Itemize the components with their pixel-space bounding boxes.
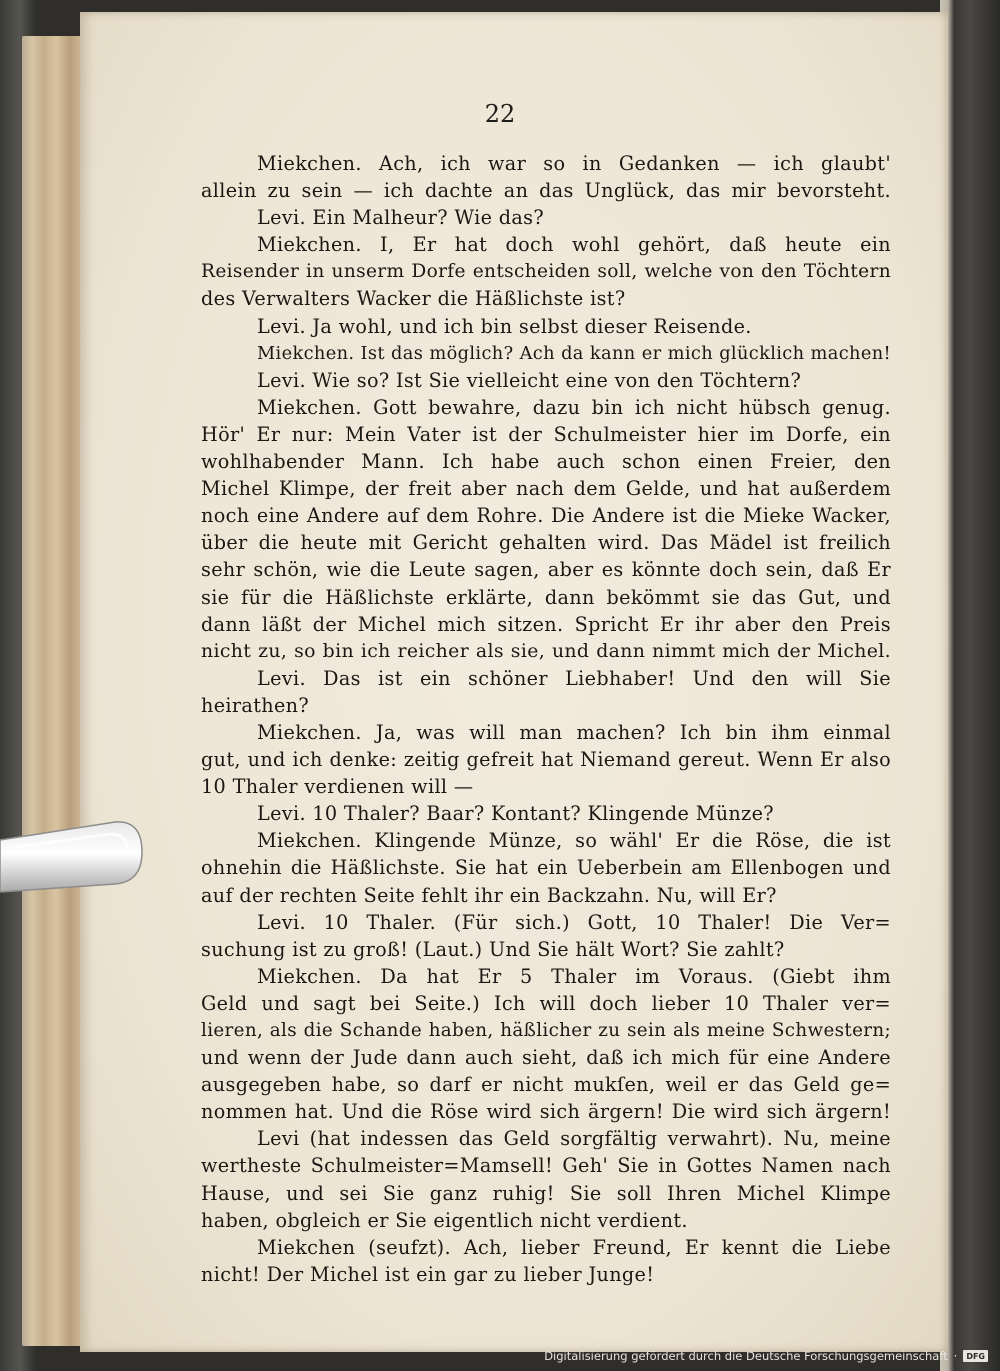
dfg-logo: DFG	[963, 1350, 988, 1362]
text-line: Miekchen. I, Er hat doch wohl gehört, daß heute ein	[257, 233, 891, 257]
text-line: wertheste Schulmeister=Mamsell! Geh' Sie in Gottes Namen nach	[201, 1154, 891, 1178]
text-line: Geld und sagt bei Seite.) Ich will doch lieber 10 Thaler ver=	[201, 991, 891, 1015]
footer-credit-text: Digitalisierung gefördert durch die Deutsche Forschungsgemeinschaft	[544, 1349, 948, 1363]
book-page-edges	[22, 36, 82, 1346]
text-line: lieren, als die Schande haben, häßlicher zu sein als meine Schwestern;	[201, 1020, 891, 1041]
text-line: Miekchen. Klingende Münze, so wähl' Er die Röse, die ist	[257, 829, 891, 853]
text-line: des Verwalters Wacker die Häßlichste ist?	[201, 287, 626, 311]
text-line: über die heute mit Gericht gehalten wird. Das Mädel ist freilich	[201, 531, 891, 555]
text-line: ohnehin die Häßlichste. Sie hat ein Ueberbein am Ellenbogen und	[201, 856, 891, 880]
text-line: Reisender in unserm Dorfe entscheiden soll, welche von den Töchtern	[201, 261, 891, 283]
text-line: allein zu sein — ich dachte an das Unglück, das mir bevorsteht.	[201, 179, 891, 203]
text-line: Hause, und sei Sie ganz ruhig! Sie soll Ihren Michel Klimpe	[201, 1181, 891, 1205]
text-line: Miekchen. Ist das möglich? Ach da kann er mich glücklich machen!	[257, 342, 891, 364]
text-line: Miekchen. Ach, ich war so in Gedanken — ich glaubt'	[257, 152, 891, 175]
text-line: auf der rechten Seite fehlt ihr ein Backzahn. Nu, will Er?	[201, 883, 777, 907]
text-line: noch eine Andere auf dem Rohre. Die Andere ist die Mieke Wacker,	[201, 504, 891, 528]
text-line: nicht zu, so bin ich reicher als sie, und dann nimmt mich der Michel.	[201, 639, 891, 662]
text-line: gut, und ich denke: zeitig gefreit hat Niemand gereut. Wenn Er also	[201, 748, 891, 772]
text-line: heirathen?	[201, 693, 310, 717]
text-line: ausgegeben habe, so darf er nicht mukſen, weil er das Geld ge=	[201, 1073, 891, 1097]
text-line: Miekchen (seufzt). Ach, lieber Freund, Er kennt die Liebe	[257, 1235, 891, 1259]
text-line: haben, obgleich er Sie eigentlich nicht verdient.	[201, 1208, 688, 1232]
text-line: Levi. Das ist ein schöner Liebhaber! Und den will Sie	[257, 666, 891, 690]
text-line: Miekchen. Gott bewahre, dazu bin ich nicht hübsch genug.	[257, 395, 891, 419]
text-line: nicht! Der Michel ist ein gar zu lieber Junge!	[201, 1262, 655, 1286]
text-line: 10 Thaler verdienen will —	[201, 775, 474, 799]
book-right-edge	[940, 0, 1000, 1371]
text-line: und wenn der Jude dann auch sieht, daß ich mich für eine Andere	[201, 1046, 891, 1070]
text-line: nommen hat. Und die Röse wird sich ärgern! Die wird sich ärgern!	[201, 1100, 891, 1124]
text-line: Miekchen. Da hat Er 5 Thaler im Voraus. (Giebt ihm	[257, 964, 891, 988]
text-line: Levi (hat indessen das Geld sorgfältig verwahrt). Nu, meine	[257, 1127, 891, 1151]
text-line: Levi. 10 Thaler? Baar? Kontant? Klingende Münze?	[257, 802, 774, 826]
text-line: dann läßt der Michel mich sitzen. Spricht Er ihr aber den Preis	[201, 612, 891, 636]
text-line: Levi. 10 Thaler. (Für sich.) Gott, 10 Thaler! Die Ver=	[257, 910, 891, 934]
text-line: sie für die Häßlichste erklärte, dann bekömmt sie das Gut, und	[201, 585, 891, 609]
footer-separator: ·	[953, 1349, 958, 1363]
text-line: sehr schön, wie die Leute sagen, aber es könnte doch sein, daß Er	[201, 558, 891, 582]
page-clip-icon	[0, 812, 150, 912]
text-line: Hör' Er nur: Mein Vater ist der Schulmeister hier im Dorfe, ein	[201, 422, 891, 446]
text-line: Michel Klimpe, der freit aber nach dem Gelde, und hat außerdem	[201, 477, 891, 501]
text-line: Levi. Ja wohl, und ich bin selbst dieser Reisende.	[257, 314, 752, 338]
text-line: Levi. Wie so? Ist Sie vielleicht eine von den Töchtern?	[257, 368, 802, 392]
text-line: Levi. Ein Malheur? Wie das?	[257, 206, 545, 230]
text-line: suchung ist zu groß! (Laut.) Und Sie hält Wort? Sie zahlt?	[201, 937, 785, 961]
text-line: Miekchen. Ja, was will man machen? Ich bin ihm einmal	[257, 720, 891, 744]
text-line: wohlhabender Mann. Ich habe auch schon einen Freier, den	[201, 450, 891, 474]
page-text	[201, 150, 891, 1288]
footer-credit	[544, 1346, 988, 1366]
page-number: 22	[484, 100, 516, 128]
